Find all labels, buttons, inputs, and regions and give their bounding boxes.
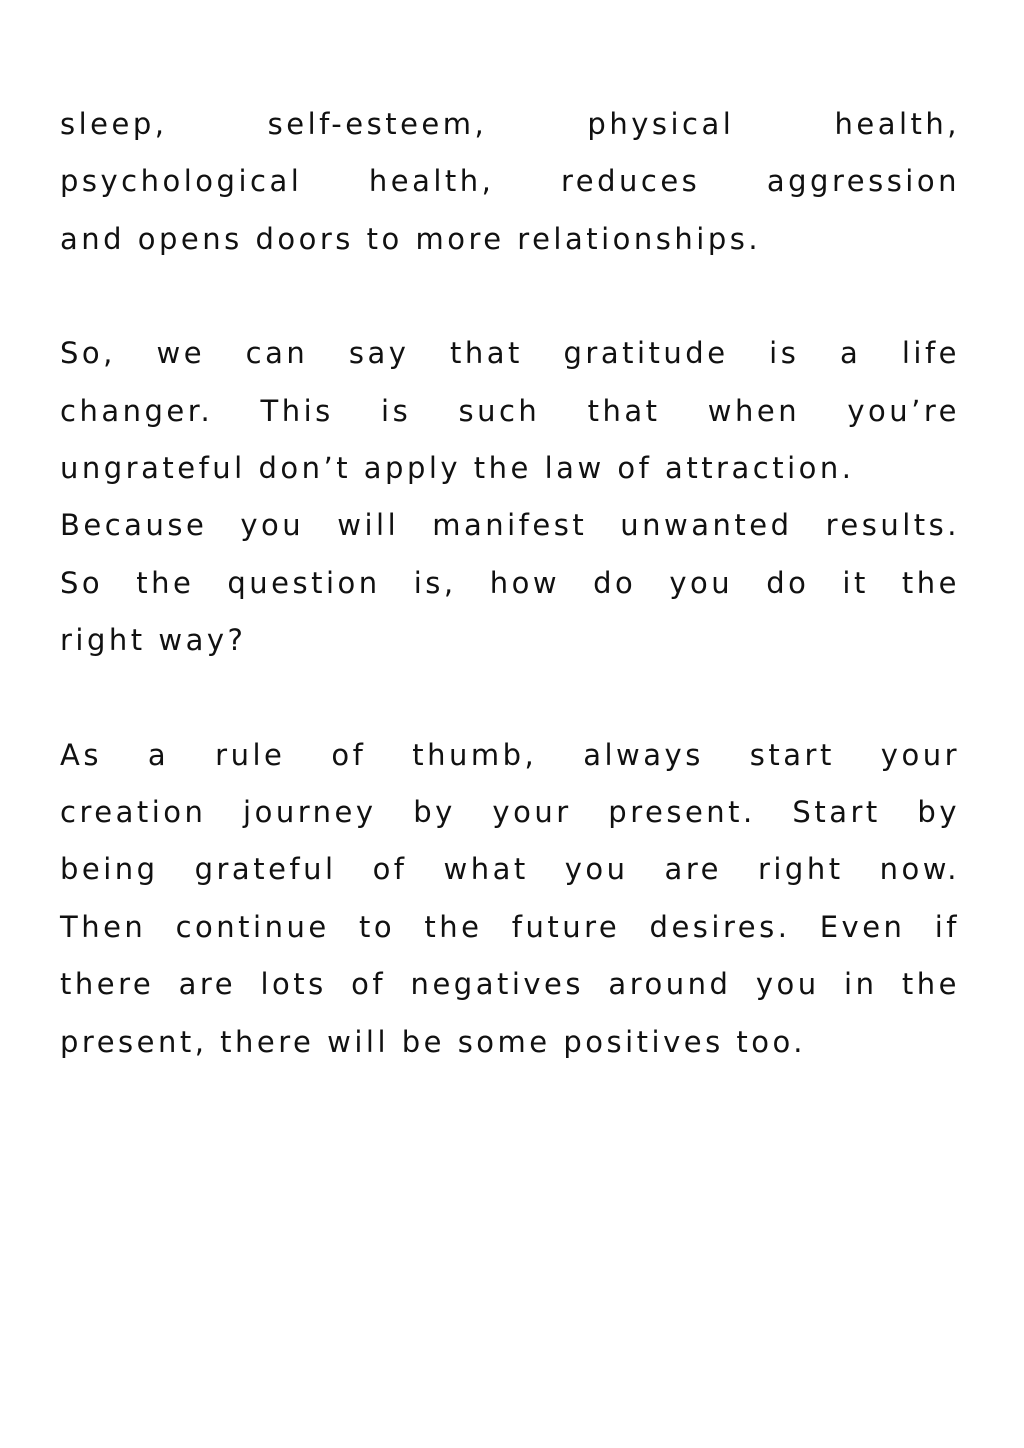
document-body xyxy=(60,96,960,1071)
paragraph-rule-of-thumb xyxy=(60,727,960,1071)
text-line: psychological health, reduces aggression xyxy=(60,164,960,199)
text-line: So, we can say that gratitude is a life xyxy=(60,336,960,371)
text-line: As a rule of thumb, always start your xyxy=(60,737,960,772)
text-line: Because you will manifest unwanted results. xyxy=(60,508,960,543)
text-line: being grateful of what you are right now. xyxy=(60,852,960,887)
text-line: creation journey by your present. Start by xyxy=(60,795,960,830)
text-line: Then continue to the future desires. Even if xyxy=(60,909,960,944)
text-line: present, there will be some positives too. xyxy=(60,1024,806,1059)
text-line: ungrateful don’t apply the law of attraction. xyxy=(60,451,855,486)
text-line: right way? xyxy=(60,623,247,658)
paragraph-benefits xyxy=(60,96,960,268)
text-line: and opens doors to more relationships. xyxy=(60,221,762,256)
text-line: changer. This is such that when you’re xyxy=(60,393,960,428)
paragraph-life-changer xyxy=(60,325,960,669)
text-line: So the question is, how do you do it the xyxy=(60,565,960,600)
text-line: sleep, self-esteem, physical health, xyxy=(60,107,960,141)
text-line: there are lots of negatives around you in the xyxy=(60,967,960,1002)
